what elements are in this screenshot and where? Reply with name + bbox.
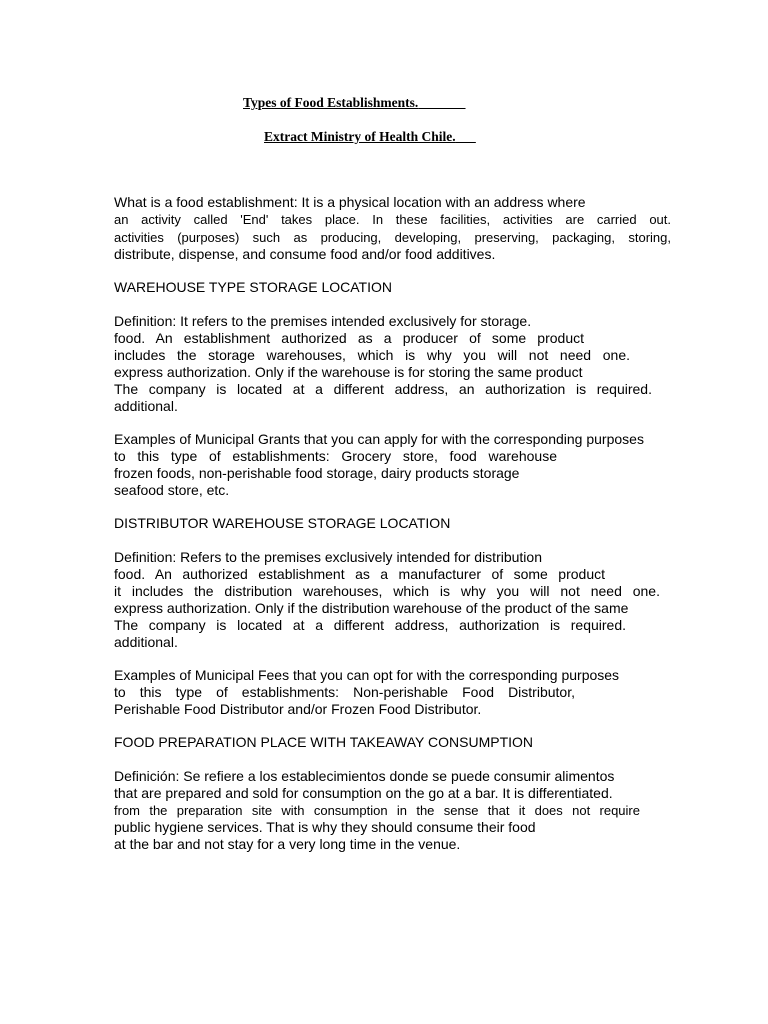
paragraph-line: additional. <box>114 398 178 414</box>
paragraph-line: an activity called 'End' takes place. In these facilities, activities are carried out. <box>114 212 671 227</box>
paragraph-line: to this type of establishments: Non-perishable Food Distributor, <box>114 684 575 700</box>
paragraph-line: distribute, dispense, and consume food and/or food additives. <box>114 246 496 262</box>
paragraph-line: Definition: It refers to the premises intended exclusively for storage. <box>114 313 532 329</box>
paragraph-line: food. An establishment authorized as a producer of some product <box>114 330 584 346</box>
paragraph-line: What is a food establishment: It is a physical location with an address where <box>114 194 586 210</box>
paragraph-line: express authorization. Only if the warehouse is for storing the same product <box>114 364 583 380</box>
paragraph-line: Definition: Refers to the premises exclusively intended for distribution <box>114 549 542 565</box>
paragraph-line: additional. <box>114 634 178 650</box>
paragraph-line: activities (purposes) such as producing, developing, preserving, packaging, storing, <box>114 230 671 245</box>
paragraph-line: The company is located at a different address, an authorization is required. <box>114 381 652 397</box>
document-title: Types of Food Establishments. <box>243 95 419 110</box>
section-heading: DISTRIBUTOR WAREHOUSE STORAGE LOCATION <box>114 515 451 531</box>
paragraph-line: seafood store, etc. <box>114 482 230 498</box>
paragraph-line: food. An authorized establishment as a manufacturer of some product <box>114 566 605 582</box>
paragraph-line: express authorization. Only if the distribution warehouse of the product of the same <box>114 600 629 616</box>
paragraph-line: frozen foods, non-perishable food storage, dairy products storage <box>114 465 520 481</box>
paragraph-line: to this type of establishments: Grocery store, food warehouse <box>114 448 557 464</box>
paragraph-line: public hygiene services. That is why they should consume their food <box>114 819 536 835</box>
paragraph-line: Perishable Food Distributor and/or Frozen Food Distributor. <box>114 701 482 717</box>
document-subtitle: Extract Ministry of Health Chile. <box>264 129 456 144</box>
paragraph-line: that are prepared and sold for consumption on the go at a bar. It is differentiated. <box>114 785 613 801</box>
paragraph-line: at the bar and not stay for a very long time in the venue. <box>114 836 461 852</box>
paragraph-line: Examples of Municipal Fees that you can opt for with the corresponding purposes <box>114 667 620 683</box>
paragraph-line: from the preparation site with consumption in the sense that it does not require <box>114 803 640 818</box>
section-heading: FOOD PREPARATION PLACE WITH TAKEAWAY CONSUMPTION <box>114 734 534 750</box>
paragraph-line: includes the storage warehouses, which is why you will not need one. <box>114 347 630 363</box>
paragraph-line: it includes the distribution warehouses, which is why you will not need one. <box>114 583 660 599</box>
paragraph-line: Examples of Municipal Grants that you can apply for with the corresponding purposes <box>114 431 644 447</box>
paragraph-line: The company is located at a different address, authorization is required. <box>114 617 626 633</box>
paragraph-line: Definición: Se refiere a los establecimientos donde se puede consumir alimentos <box>114 768 615 784</box>
section-heading: WAREHOUSE TYPE STORAGE LOCATION <box>114 279 392 295</box>
